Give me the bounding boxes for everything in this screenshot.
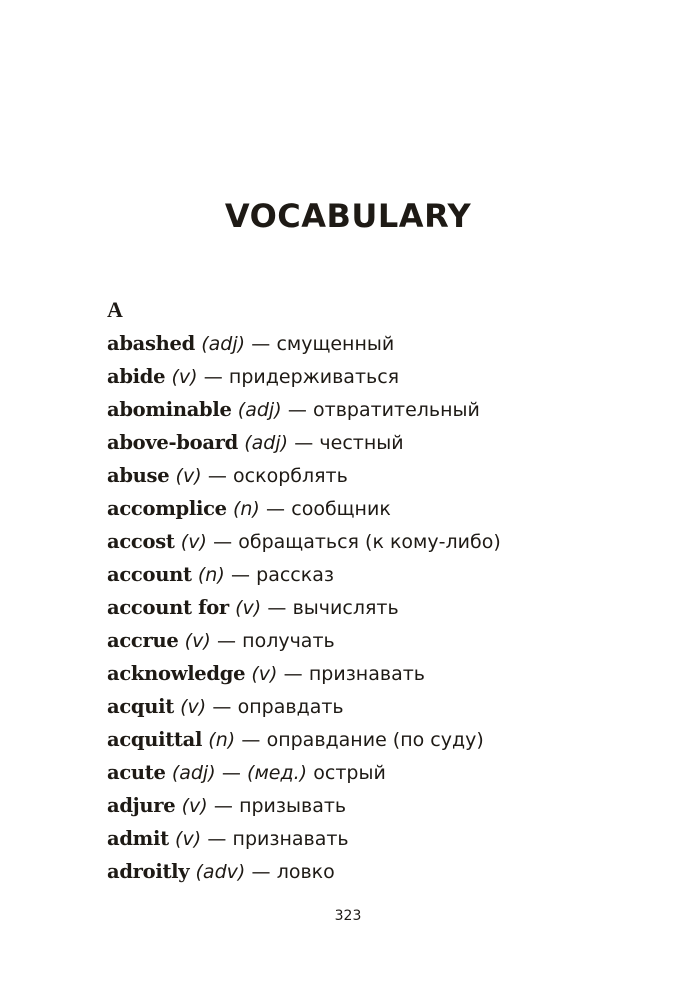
vocabulary-entry xyxy=(107,494,667,527)
entry-headword: abide xyxy=(107,365,166,388)
entry-translation: оправдать xyxy=(237,696,344,718)
vocabulary-list xyxy=(107,329,667,890)
entry-translation: обращаться (к кому-либо) xyxy=(238,531,501,553)
entry-part-of-speech: (v) xyxy=(181,795,208,817)
section-letter: A xyxy=(107,297,123,322)
entry-headword: abominable xyxy=(107,398,232,421)
vocabulary-entry xyxy=(107,329,667,362)
vocabulary-entry xyxy=(107,626,667,659)
vocabulary-entry xyxy=(107,791,667,824)
entry-part-of-speech: (n) xyxy=(197,564,225,586)
entry-translation: отвратительный xyxy=(313,399,480,421)
entry-dash: — xyxy=(266,498,286,520)
entry-headword: acute xyxy=(107,761,166,784)
vocabulary-entry xyxy=(107,824,667,857)
entry-headword: accrue xyxy=(107,629,179,652)
entry-translation: острый xyxy=(313,762,386,784)
entry-translation: оскорблять xyxy=(233,465,348,487)
entry-headword: accomplice xyxy=(107,497,227,520)
entry-dash: — xyxy=(283,663,303,685)
vocabulary-entry xyxy=(107,725,667,758)
entry-dash: — xyxy=(207,465,227,487)
entry-translation: призывать xyxy=(239,795,347,817)
entry-part-of-speech: (v) xyxy=(251,663,278,685)
entry-dash: — xyxy=(267,597,287,619)
entry-part-of-speech: (n) xyxy=(232,498,260,520)
entry-part-of-speech: (v) xyxy=(184,630,211,652)
entry-part-of-speech: (adj) xyxy=(237,399,282,421)
entry-part-of-speech: (v) xyxy=(175,465,202,487)
entry-translation: вычислять xyxy=(292,597,399,619)
entry-headword: abuse xyxy=(107,464,170,487)
entry-headword: acknowledge xyxy=(107,662,246,685)
vocabulary-entry xyxy=(107,857,667,890)
entry-dash: — xyxy=(251,333,271,355)
entry-translation: признавать xyxy=(308,663,425,685)
entry-dash: — xyxy=(213,531,233,553)
entry-headword: abashed xyxy=(107,332,196,355)
entry-part-of-speech: (n) xyxy=(208,729,236,751)
entry-part-of-speech: (v) xyxy=(175,828,202,850)
entry-part-of-speech: (adj) xyxy=(244,432,289,454)
entry-part-of-speech: (v) xyxy=(180,531,207,553)
entry-dash: — xyxy=(294,432,314,454)
vocabulary-entry xyxy=(107,692,667,725)
entry-headword: account xyxy=(107,563,192,586)
entry-dash: — xyxy=(213,795,233,817)
vocabulary-entry xyxy=(107,395,667,428)
entry-dash: — xyxy=(251,861,271,883)
entry-headword: acquittal xyxy=(107,728,203,751)
entry-dash: — xyxy=(230,564,250,586)
entry-translation: признавать xyxy=(232,828,349,850)
entry-translation: придерживаться xyxy=(228,366,400,388)
entry-headword: above-board xyxy=(107,431,238,454)
vocabulary-entry xyxy=(107,560,667,593)
entry-dash: — xyxy=(241,729,261,751)
entry-usage-note: (мед.) xyxy=(247,762,308,784)
entry-headword: adjure xyxy=(107,794,176,817)
entry-headword: adroitly xyxy=(107,860,190,883)
entry-dash: — xyxy=(287,399,307,421)
vocabulary-entry xyxy=(107,428,667,461)
entry-dash: — xyxy=(221,762,241,784)
entry-translation: ловко xyxy=(276,861,335,883)
entry-translation: рассказ xyxy=(256,564,334,586)
vocabulary-entry xyxy=(107,758,667,791)
entry-part-of-speech: (adj) xyxy=(171,762,216,784)
entry-translation: смущенный xyxy=(276,333,395,355)
entry-dash: — xyxy=(207,828,227,850)
page-title: VOCABULARY xyxy=(224,197,472,235)
entry-translation: оправдание (по суду) xyxy=(266,729,484,751)
entry-part-of-speech: (adj) xyxy=(201,333,246,355)
entry-headword: acquit xyxy=(107,695,174,718)
entry-translation: сообщник xyxy=(291,498,391,520)
entry-dash: — xyxy=(216,630,236,652)
vocabulary-entry xyxy=(107,593,667,626)
entry-translation: получать xyxy=(242,630,335,652)
vocabulary-entry xyxy=(107,362,667,395)
entry-translation: честный xyxy=(319,432,404,454)
entry-part-of-speech: (v) xyxy=(180,696,207,718)
page-number: 323 xyxy=(334,908,362,924)
vocabulary-entry xyxy=(107,461,667,494)
entry-dash: — xyxy=(212,696,232,718)
entry-dash: — xyxy=(203,366,223,388)
entry-headword: admit xyxy=(107,827,169,850)
vocabulary-entry xyxy=(107,659,667,692)
entry-part-of-speech: (adv) xyxy=(195,861,246,883)
entry-part-of-speech: (v) xyxy=(235,597,262,619)
entry-headword: account for xyxy=(107,596,229,619)
vocabulary-entry xyxy=(107,527,667,560)
entry-headword: accost xyxy=(107,530,175,553)
entry-part-of-speech: (v) xyxy=(171,366,198,388)
